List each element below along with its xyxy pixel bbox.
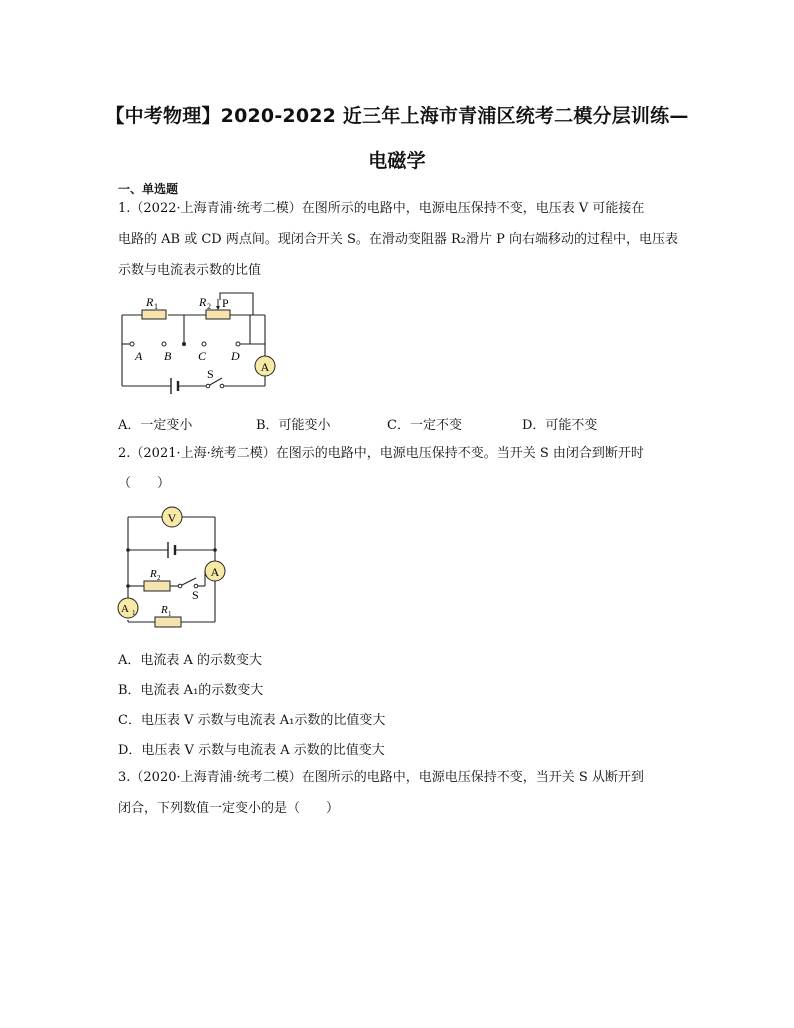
question-2-line-1: 2.（2021·上海·统考二模）在图示的电路中，电源电压保持不变。当开关 S 由闭合到断开时	[118, 446, 644, 461]
q2-option-c: C．电压表 V 示数与电流表 A₁示数的比值变大	[118, 713, 386, 728]
voltmeter-label: V	[167, 511, 177, 525]
section-heading: 一、单选题	[118, 182, 179, 196]
question-1-line-3: 示数与电流表示数的比值	[118, 263, 262, 278]
q2-option-b: B．电流表 A₁的示数变大	[118, 683, 264, 698]
q1-option-c: C．一定不变	[387, 418, 462, 433]
r1-label: R	[146, 295, 154, 309]
r2-subscript: 2	[207, 302, 211, 311]
page-title-line-2: 电磁学	[368, 150, 426, 172]
point-c-label: C	[198, 349, 207, 363]
q2-option-d: D．电压表 V 示数与电流表 A 示数的比值变大	[118, 743, 385, 758]
ammeter-a1-subscript: 1	[132, 609, 136, 617]
question-2-line-2: （ ）	[118, 476, 171, 491]
r1-subscript: 1	[154, 302, 158, 311]
q1-option-d: D．可能不变	[522, 418, 598, 433]
slider-p-label: P	[222, 296, 229, 310]
switch-s-label-fig2: S	[192, 588, 199, 602]
switch-s-label: S	[207, 367, 214, 381]
point-d-label: D	[231, 349, 240, 363]
ammeter-label: A	[260, 360, 270, 374]
point-a-label: A	[135, 349, 143, 363]
r2-label: R	[199, 295, 207, 309]
circuit-figure-2	[112, 502, 242, 634]
q1-option-a: A．一定变小	[118, 418, 193, 433]
ammeter-a1-label: A	[121, 603, 129, 615]
ammeter-a-label: A	[210, 565, 220, 579]
page-title: 【中考物理】2020-2022 近三年上海市青浦区统考二模分层训练—	[105, 105, 689, 127]
r1-label-fig2: R	[161, 604, 168, 616]
circuit-figure-1	[110, 288, 290, 398]
r2-label-fig2: R	[150, 568, 157, 580]
question-1-line-2: 电路的 AB 或 CD 两点间。现闭合开关 S。在滑动变阻器 R₂滑片 P 向右端移动的过程中，电压表	[118, 232, 679, 247]
q1-option-b: B．可能变小	[256, 418, 331, 433]
question-3-line-2: 闭合，下列数值一定变小的是（ ）	[118, 801, 340, 816]
question-3-line-1: 3.（2020·上海青浦·统考二模）在图所示的电路中，电源电压保持不变，当开关 S 从断开到	[118, 770, 644, 785]
point-b-label: B	[164, 349, 172, 363]
question-1-line-1: 1.（2022·上海青浦·统考二模）在图所示的电路中，电源电压保持不变，电压表 V 可能接在	[118, 201, 645, 216]
q2-option-a: A．电流表 A 的示数变大	[118, 653, 263, 668]
r2-subscript-fig2: 2	[157, 574, 161, 582]
r1-subscript-fig2: 1	[168, 610, 172, 618]
